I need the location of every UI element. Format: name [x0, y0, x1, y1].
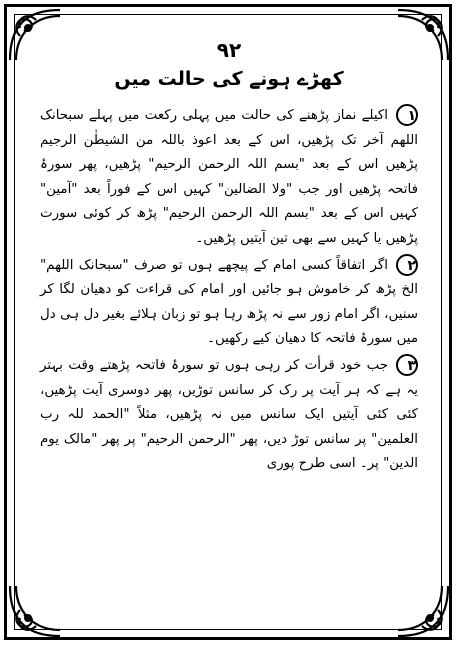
paragraph-number-2: ٢ [396, 254, 418, 276]
body-text [40, 104, 418, 477]
paragraph-number-3: ٣ [396, 354, 418, 376]
paragraph-3-text: جب خود قرأت کر رہی ہوں تو سورۂ فاتحہ پڑھتے وقت بہتر یہ ہے کہ ہر آیت پر رک کر سانس توڑیں، پھر دوسری آیت پڑھیں، کئی کئی آیتیں ایک سانس میں نہ پڑھیں، مثلاً "الحمد للہ رب العلمین" پر سانس توڑ دیں، پھر "الرحمن الرحیم" پر پھر "مالک یوم الدین" پر۔ اسی طرح پوری [40, 357, 418, 472]
corner-ornament-bottom-right [394, 582, 452, 640]
paragraph-1 [40, 104, 418, 252]
paragraph-2-text: اگر اتفاقاً کسی امام کے پیچھے ہوں تو صرف "سبحانک اللھم" الخ پڑھ کر خاموش ہو جائیں اور امام کی قراءت کو دھیان لگا کر سنیں، اگر امام زور سے نہ پڑھ رہا ہو تو زبان ہلائے بغیر دل ہی دل میں سورۂ فاتحہ کا دھیان کیے رکھیں۔ [40, 257, 418, 347]
corner-ornament-bottom-left [6, 582, 64, 640]
paragraph-1-text: اکیلے نماز پڑھنے کی حالت میں پہلی رکعت میں پہلے سبحانک اللھم آخر تک پڑھیں، اس کے بعد اعوذ باللہ من الشیطٰن الرجیم پڑھیں اس کے بعد "بسم اللہ الرحمن الرحیم" پڑھیں، پھر سورۂ فاتحہ پڑھیں اور جب "ولا الضالین" کہیں اس کے فوراً بعد "آمین" کہیں اس کے بعد "بسم اللہ الرحمن الرحیم" پڑھ کر کوئی سورت پڑھیں یا کہیں سے بھی تین آیتیں پڑھیں۔ [40, 108, 418, 246]
section-heading: کھڑے ہونے کی حالت میں [114, 68, 344, 90]
paragraph-2 [40, 254, 418, 352]
paragraph-number-1: ١ [396, 104, 418, 126]
page-number: ٩٢ [216, 38, 242, 62]
paragraph-3 [40, 354, 418, 477]
